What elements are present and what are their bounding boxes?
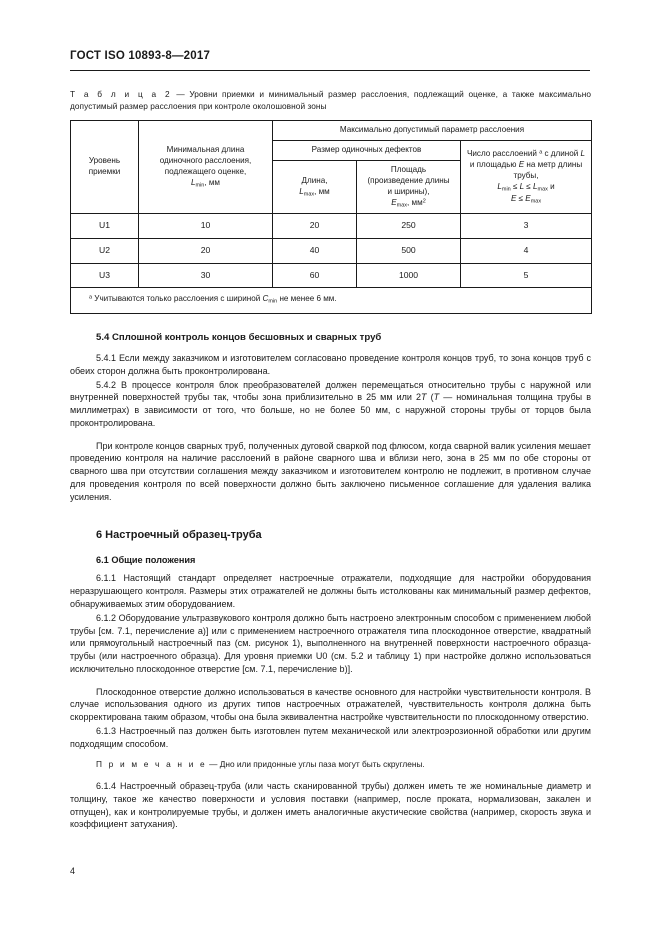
table-header-row-1 (71, 121, 592, 141)
header-group-single-defects: Размер одиночных дефектов (273, 140, 461, 160)
header-count-l5: E ≤ E (510, 193, 531, 203)
paragraph-6-1-4: 6.1.4 Настроечный образец-труба (или часть сканированной трубы) должен иметь те же номинальные диаметр и толщину, такое же качество поверхности и условия поставки (например, после проката, нормализован, закален и отпущен), как и контролируемые трубы, и должен иметь аналогичные акустические свойства (например, скорость звука и коэффициент затухания). (70, 781, 591, 830)
header-count-l4-mid: ≤ L ≤ L (510, 181, 538, 191)
paragraph-6-1-2: 6.1.2 Оборудование ультразвукового контроля должно быть настроено электронным способом с применением любой трубы [см. 7.1, перечисление a)] или с применением настроечного отражателя типа плоскодонное отверстие, квадратный или прямоугольный настроечный паз (см. рисунок 1), выполненного на внутренней поверхности настроечного образца-трубы (или настроечного образца). Для уровня приемки U0 (см. 5.2 и таблицу 1) при настройке должно использоваться исключительно плоскодонное отверстие [см. 7.1, перечисление b)]. (70, 612, 591, 674)
header-length-l1: Длина, (301, 175, 328, 185)
cell-area: 250 (357, 214, 461, 239)
cell-min-length: 30 (139, 263, 273, 288)
cell-length: 20 (273, 214, 357, 239)
cell-length: 40 (273, 239, 357, 264)
header-min-length-unit: , мм (204, 177, 221, 187)
cell-area: 500 (357, 239, 461, 264)
header-area-l1: Площадь (390, 164, 427, 174)
header-count-l1a: Число расслоений (466, 149, 540, 158)
paragraph-spacer (70, 431, 591, 440)
cell-area: 1000 (357, 263, 461, 288)
paragraph-5-4-2-c: — номинальная толщина трубы в миллиметрах) в зависимости от того, что больше, но не более 50 мм, с наружной стороны трубы от торцов была проконтролирована. (70, 392, 592, 428)
header-count-var-l: L (580, 149, 586, 158)
header-area-sub: max (396, 202, 408, 209)
header-min-length-l2: одиночного расслоения, (159, 155, 252, 165)
cell-count: 5 (461, 263, 592, 288)
table-caption-text: — Уровни приемки и минимальный размер расслоения, подлежащий оценке, а также максимально допустимый размер расслоения при контроле околошовной зоны (70, 89, 591, 112)
note-text: — Дно или придонные углы паза могут быть скруглены. (206, 759, 425, 770)
header-count-l1b: с длиной (542, 149, 581, 158)
cell-min-length: 10 (139, 214, 273, 239)
header-area-symbol: E (391, 197, 397, 207)
paragraph-5-4-2-var-t: T (421, 392, 427, 403)
document-content (70, 88, 591, 832)
table-row (71, 214, 592, 239)
header-area-l2: (произведение длины (367, 175, 450, 185)
header-divider (70, 70, 590, 71)
footnote-text-b: не менее 6 мм. (277, 294, 337, 304)
footnote-text-a: Учитываются только расслоения с шириной (92, 294, 263, 304)
header-count-l5-sub: max (530, 197, 542, 204)
header-count-l4: L (497, 181, 502, 191)
paragraph-5-4-2-a: 5.4.2 В процессе контроля блок преобразователей должен перемещаться относительно трубы с наружной или внутренней поверхностей трубы так, чтобы зона приблизительно в 25 мм или 2 (70, 379, 591, 403)
acceptance-levels-table (70, 120, 592, 314)
footnote-symbol-sub: min (268, 298, 278, 305)
footnote-symbol: C (262, 294, 269, 304)
header-length-unit: , мм (314, 186, 330, 196)
footnote-marker: a (89, 294, 93, 301)
paragraph-6-1-1: 6.1.1 Настоящий стандарт определяет настроечные отражатели, подходящие для настройки оборудования неразрушающего контроля. Размеры этих отражателей не должны быть истолкованы как минимальный размер дефектов, обнаруживаемых этим оборудованием. (70, 573, 591, 609)
header-count-l2b: на метр длины (524, 159, 583, 169)
header-min-length (139, 121, 273, 214)
paragraph-5-4-2 (70, 379, 591, 430)
header-acceptance-level: Уровень приемки (71, 121, 139, 214)
table-footnote (71, 288, 592, 314)
header-count-footnote-marker: a (539, 149, 543, 156)
note-block (70, 759, 591, 771)
header-group-max-param: Максимально допустимый параметр расслоения (273, 121, 592, 141)
header-area-sup: 2 (422, 198, 426, 205)
heading-6-1: 6.1 Общие положения (96, 555, 196, 566)
paragraph-6-1-2-cont: Плоскодонное отверстие должно использоваться в качестве основного для настройки чувствительности контроля. В случае использования одного из других типов настроечных отражателей, чувствительность контроля должна быть скорректирована таким образом, чтобы она была эквивалентна настройке чувствительности по плоскодонному отверстию. (70, 686, 591, 723)
header-area-l3: и ширины), (387, 186, 430, 196)
paragraph-5-4-1: 5.4.1 Если между заказчиком и изготовителем согласовано проведение контроля концов труб, то зона концов труб с обеих сторон должна быть проконтролирована. (70, 353, 591, 376)
header-min-length-symbol: L (190, 177, 196, 187)
header-count-var-e: E (518, 159, 525, 169)
note-label: П р и м е ч а н и е (96, 759, 207, 770)
document-header-title: ГОСТ ISO 10893-8—2017 (70, 50, 211, 62)
header-count-l4-sub: min (501, 186, 511, 193)
header-length-sub: max (303, 191, 315, 198)
table-row (71, 263, 592, 288)
cell-count: 4 (461, 239, 592, 264)
header-min-length-l3: подлежащего оценке, (164, 166, 247, 176)
page-number: 4 (70, 866, 76, 876)
header-count-delaminations (461, 140, 592, 214)
header-area-unit: , мм (407, 197, 423, 207)
heading-6: 6 Настроечный образец-труба (96, 529, 262, 542)
paragraph-5-4-2-var-t2: T (433, 392, 440, 403)
header-count-l4-sub2: max (537, 186, 548, 193)
paragraph-5-4-2-b: ( (426, 392, 434, 403)
heading-5-4: 5.4 Сплошной контроль концов бесшовных и сварных труб (96, 332, 382, 344)
table-caption (70, 88, 591, 112)
header-count-l2a: и площадью (469, 159, 519, 169)
header-area (357, 160, 461, 214)
header-min-length-sub: min (195, 182, 205, 189)
header-count-l4-end: и (547, 181, 555, 191)
header-length-symbol: L (299, 186, 304, 196)
paragraph-5-4-2-cont: При контроле концов сварных труб, полученных дуговой сваркой под флюсом, когда сварной валик усиления мешает проведению контроля на наличие расслоений в районе сварного шва и вблизи него, зона в 25 мм по обе стороны от сварного шва при отсутствии соглашения между заказчиком и изготовителем контролю не подлежит, в противном случае для проведения контроля по всей поверхности должно быть заключено письменное соглашение для удаления валика усиления. (70, 440, 591, 502)
header-count-l3: трубы, (513, 170, 539, 180)
header-length (273, 160, 357, 214)
cell-count: 3 (461, 214, 592, 239)
cell-min-length: 20 (139, 239, 273, 264)
paragraph-spacer (70, 677, 591, 686)
paragraph-6-1-3: 6.1.3 Настроечный паз должен быть изготовлен путем механической или электроэрозионной обработки или другим подходящим способом. (70, 725, 591, 749)
cell-level: U2 (71, 239, 139, 264)
table-footnote-row (71, 288, 592, 314)
table-row (71, 239, 592, 264)
cell-level: U1 (71, 214, 139, 239)
header-min-length-l1: Минимальная длина (166, 144, 245, 154)
cell-level: U3 (71, 263, 139, 288)
cell-length: 60 (273, 263, 357, 288)
table-caption-label: Т а б л и ц а 2 (70, 89, 172, 99)
